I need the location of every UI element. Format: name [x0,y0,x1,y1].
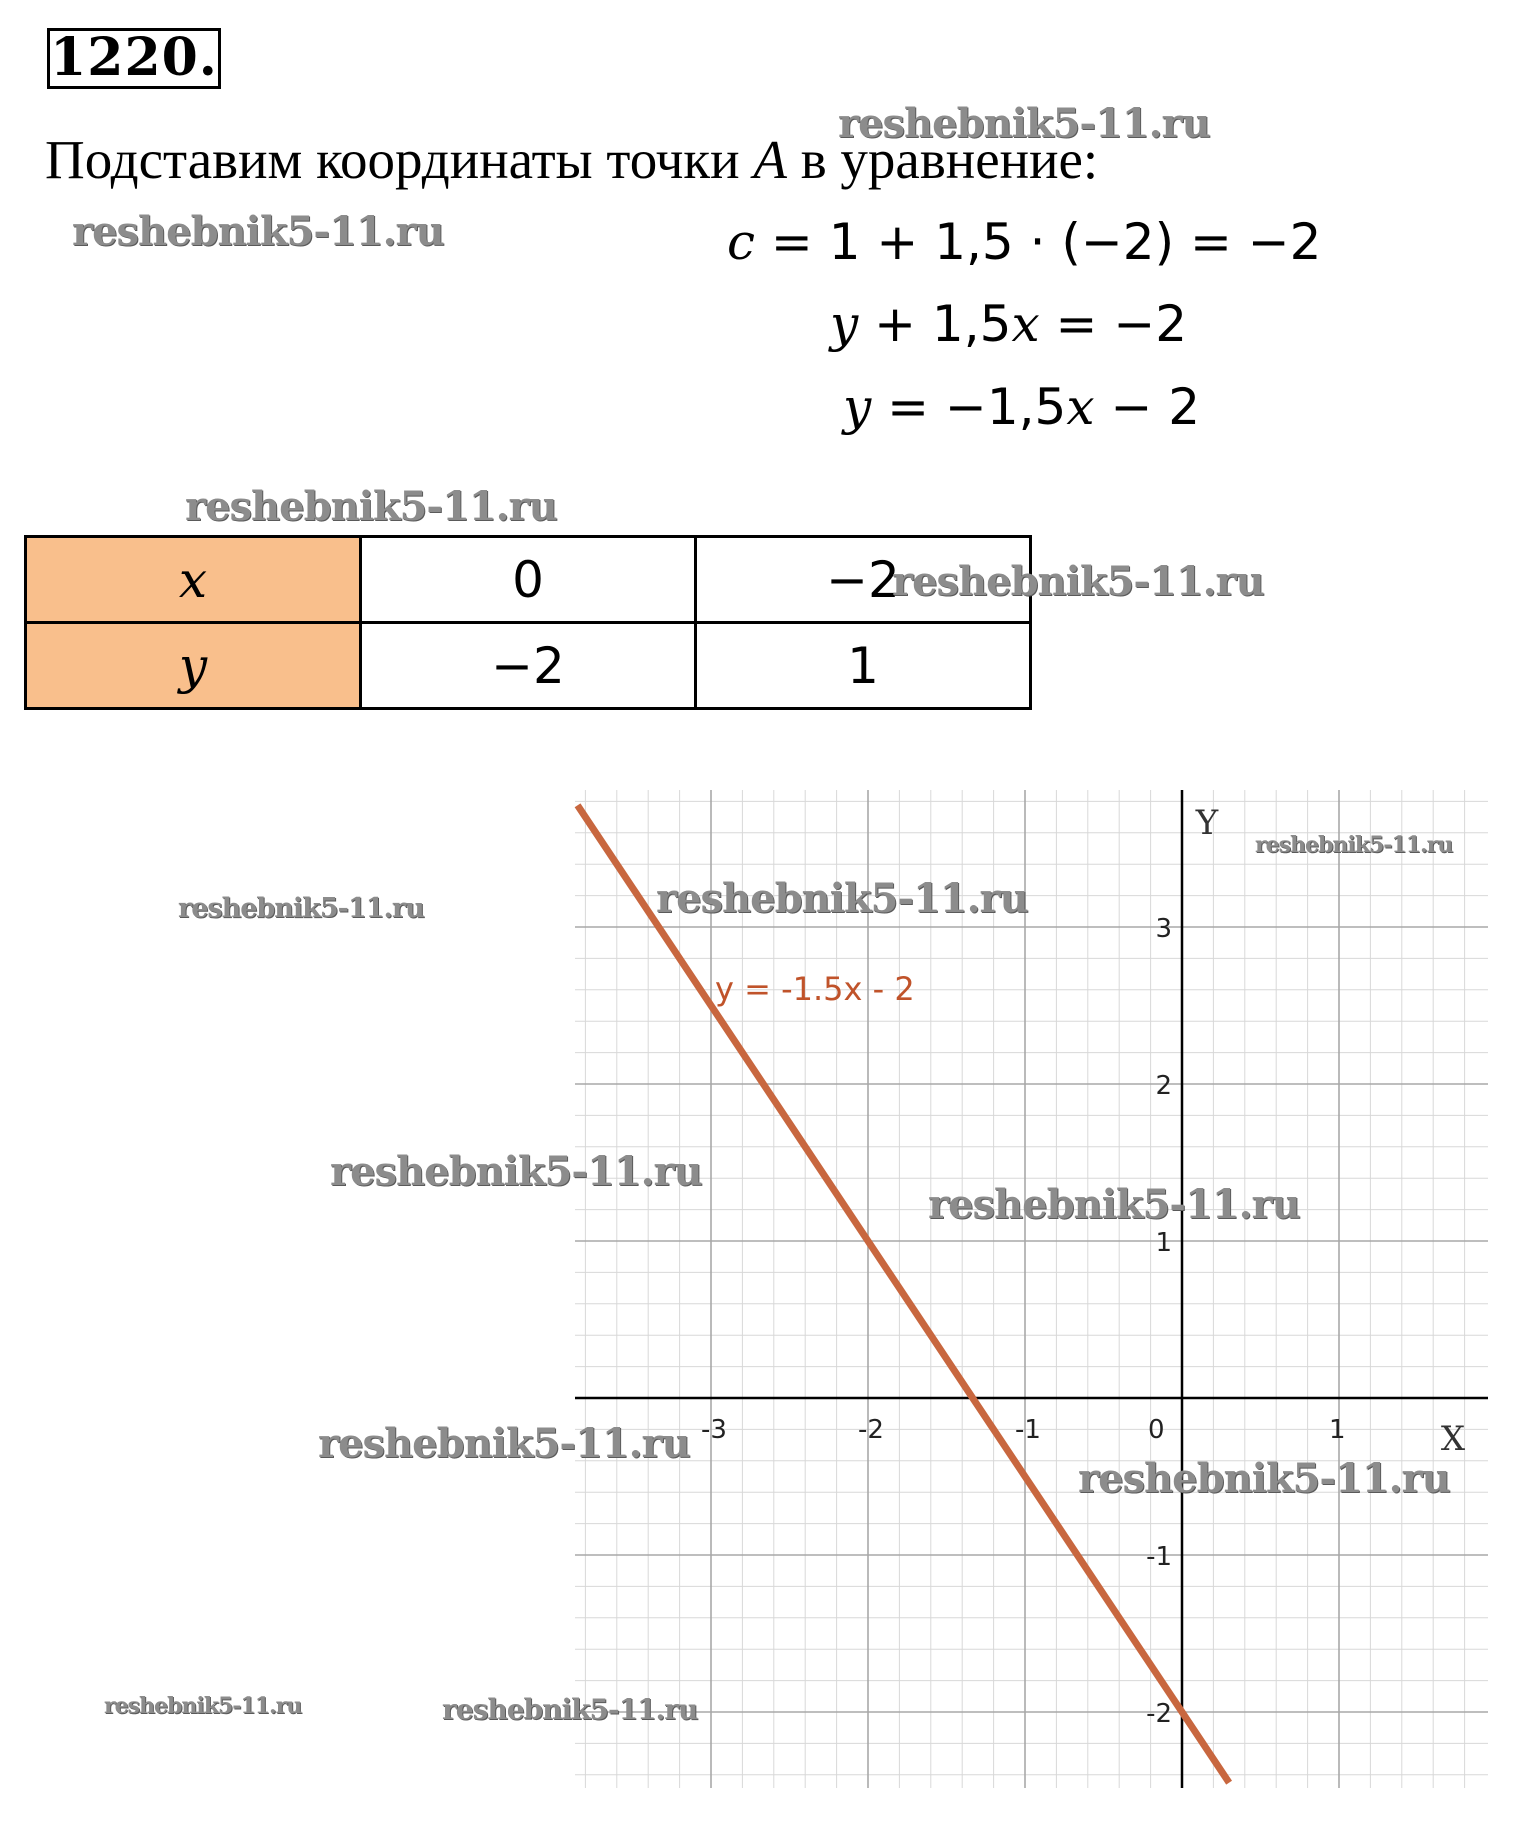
watermark: reshebnik5-11.ru [838,100,1210,147]
watermark: reshebnik5-11.ru [318,1420,690,1467]
x-tick-label: 0 [1148,1415,1165,1445]
eq3-rest: − 2 [1094,378,1201,436]
eq3-y: y [843,378,872,436]
problem-number: 1220. [47,28,221,89]
table-cell: −2 [696,537,1031,623]
watermark: reshebnik5-11.ru [185,483,557,530]
x-tick-label: 1 [1329,1415,1346,1445]
eq3-mid: = −1,5 [871,378,1067,436]
eq2-y: y [830,295,859,353]
series-label: y = -1.5x - 2 [715,970,915,1008]
y-tick-label: -1 [1146,1542,1172,1572]
watermark: reshebnik5-11.ru [656,875,1028,922]
y-tick-label: -2 [1146,1699,1172,1729]
axes [575,790,1488,1788]
y-tick-label: 1 [1155,1228,1172,1258]
intro-after: в уравнение: [786,129,1099,190]
eq1-c: c [727,213,756,271]
watermark: reshebnik5-11.ru [72,208,444,255]
eq3-x: x [1066,378,1095,436]
intro-before: Подставим координаты точки [45,129,754,190]
eq2-x: x [1011,295,1040,353]
watermark: reshebnik5-11.ru [442,1693,698,1726]
watermark: reshebnik5-11.ru [1078,1455,1450,1502]
table-cell: −2 [361,623,696,709]
watermark: reshebnik5-11.ru [928,1181,1300,1228]
tick-labels [701,803,1466,1729]
series-line [578,805,1230,1782]
x-tick-label: -1 [1015,1415,1041,1445]
eq2-mid: + 1,5 [858,295,1012,353]
table-cell: 1 [696,623,1031,709]
grid-minor [575,790,1488,1788]
watermark: reshebnik5-11.ru [892,558,1264,605]
watermark: reshebnik5-11.ru [1255,832,1453,858]
x-tick-label: -2 [858,1415,884,1445]
x-tick-label: -3 [701,1415,727,1445]
table-cell: 0 [361,537,696,623]
watermark: reshebnik5-11.ru [104,1693,302,1719]
watermark: reshebnik5-11.ru [178,893,424,924]
eq2-rest: = −2 [1039,295,1188,353]
y-axis-label: Y [1195,803,1219,843]
y-tick-label: 2 [1155,1071,1172,1101]
x-axis-label: X [1440,1419,1466,1459]
watermark: reshebnik5-11.ru [330,1148,702,1195]
y-tick-label: 3 [1155,914,1172,944]
series [578,805,1230,1782]
grid-major [575,790,1488,1788]
intro-point: A [753,129,787,190]
table-head-y: y [26,623,361,709]
eq1-rest: = 1 + 1,5 · (−2) = −2 [755,213,1322,271]
table-head-x: x [26,537,361,623]
